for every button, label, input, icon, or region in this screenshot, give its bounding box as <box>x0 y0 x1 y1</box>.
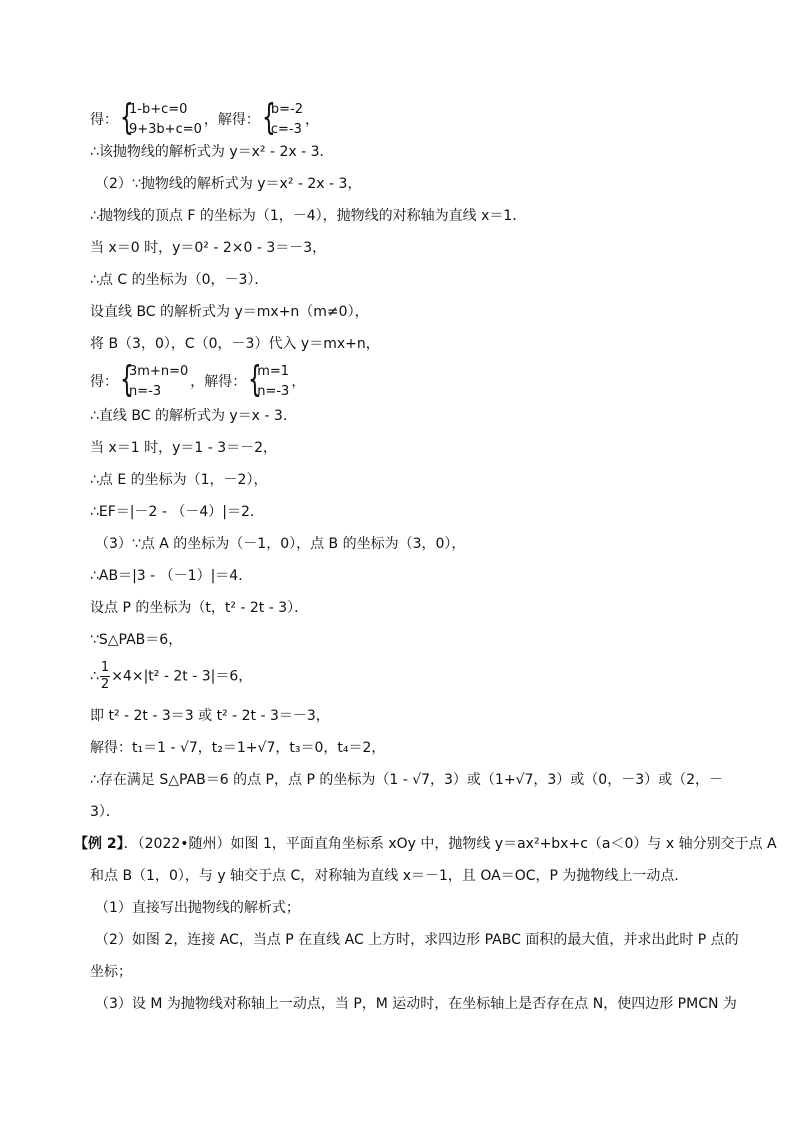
fraction-denominator: 2 <box>100 677 110 692</box>
equation-system: { m=1 n=-3 <box>248 359 290 400</box>
equation-row: 3m+n=0 <box>129 364 189 379</box>
equation-row: b=-2 <box>270 102 303 117</box>
solution-line: 当 x＝1 时，y＝1 - 3＝－2， <box>90 440 278 456</box>
solution-line: ∴该抛物线的解析式为 y＝x² - 2x - 3． <box>90 144 334 160</box>
solution-line: ∵S△PAB＝6， <box>90 632 183 648</box>
text-middle: ，解得： <box>190 374 247 390</box>
solution-line: 当 x＝0 时，y＝0² - 2×0 - 3＝－3， <box>90 240 327 256</box>
solution-line: ∴点 C 的坐标为（0，－3）． <box>90 272 269 288</box>
solution-line: ∴点 E 的坐标为（1，－2）， <box>90 472 268 488</box>
equation-row: n=-3 <box>129 384 162 399</box>
fraction <box>100 660 110 693</box>
solution-line-system-2 <box>90 359 306 402</box>
text-middle: ，解得： <box>203 112 260 128</box>
solution-line: 设直线 BC 的解析式为 y＝mx+n（m≠0）， <box>90 304 369 320</box>
text-prefix: 得： <box>90 374 118 390</box>
solution-line: 将 B（3，0），C（0，－3）代入 y＝mx+n， <box>90 336 380 352</box>
equation-row: m=1 <box>257 364 290 379</box>
solution-line-fraction <box>90 660 252 693</box>
example-heading-line <box>74 834 777 854</box>
equation-row: c=-3 <box>270 122 302 137</box>
example-tag: 【例 2】 <box>74 836 124 852</box>
problem-line: （2）如图 2，连接 AC，当点 P 在直线 AC 上方时，求四边形 PABC 面积的最大值，并求出此时 P 点的 <box>95 932 739 948</box>
solution-line: ∴AB＝|3 - （－1）|＝4． <box>90 568 253 584</box>
text-suffix: ， <box>291 374 306 390</box>
equation-row: 9+3b+c=0 <box>129 122 202 137</box>
solution-line: （3）∵点 A 的坐标为（－1，0），点 B 的坐标为（3，0）， <box>95 536 466 552</box>
therefore-symbol: ∴ <box>90 668 99 685</box>
solution-line: ∴EF＝|－2 - （－4）|＝2． <box>90 504 264 520</box>
solution-line: 3）． <box>90 804 120 820</box>
problem-line: （3）设 M 为抛物线对称轴上一动点，当 P，M 运动时，在坐标轴上是否存在点 N，使四边形 PMCN 为 <box>95 996 737 1012</box>
equation-row: 1-b+c=0 <box>129 102 188 117</box>
equation-system: { b=-2 c=-3 <box>261 97 303 138</box>
equation-row: n=-3 <box>257 384 290 399</box>
solution-line: 解得：t₁＝1 - √7，t₂＝1+√7，t₃＝0，t₄＝2， <box>90 740 386 756</box>
problem-line: 坐标； <box>90 964 132 980</box>
equation-system: { 1-b+c=0 9+3b+c=0 <box>120 97 202 138</box>
solution-line: 设点 P 的坐标为（t，t² - 2t - 3）． <box>90 600 309 616</box>
text-prefix: 得： <box>90 112 118 128</box>
equation-system: { 3m+n=0 n=-3 <box>120 359 189 400</box>
solution-line: 即 t² - 2t - 3＝3 或 t² - 2t - 3＝－3， <box>90 708 330 724</box>
solution-line: ∴存在满足 S△PAB＝6 的点 P，点 P 的坐标为（1 - √7，3）或（1+√7，3）或（0，－3）或（2，－ <box>90 772 724 788</box>
solution-line: ∴抛物线的顶点 F 的坐标为（1，－4），抛物线的对称轴为直线 x＝1． <box>90 208 527 224</box>
solution-line: （2）∵抛物线的解析式为 y＝x² - 2x - 3， <box>95 176 362 192</box>
fraction-numerator: 1 <box>100 660 110 675</box>
text-rest: ×4×|t² - 2t - 3|＝6， <box>111 668 253 685</box>
example-text: ．（2022•随州）如图 1，平面直角坐标系 xOy 中，抛物线 y＝ax²+bx+c（a＜0）与 x 轴分别交于点 A <box>123 836 777 852</box>
solution-line: ∴直线 BC 的解析式为 y＝x - 3． <box>90 408 297 424</box>
solution-line-system-1 <box>90 97 319 140</box>
problem-line: （1）直接写出抛物线的解析式； <box>95 900 300 916</box>
problem-line: 和点 B（1，0），与 y 轴交于点 C，对称轴为直线 x＝－1，且 OA＝OC，P 为抛物线上一动点． <box>90 868 689 884</box>
text-suffix: ， <box>305 112 319 128</box>
